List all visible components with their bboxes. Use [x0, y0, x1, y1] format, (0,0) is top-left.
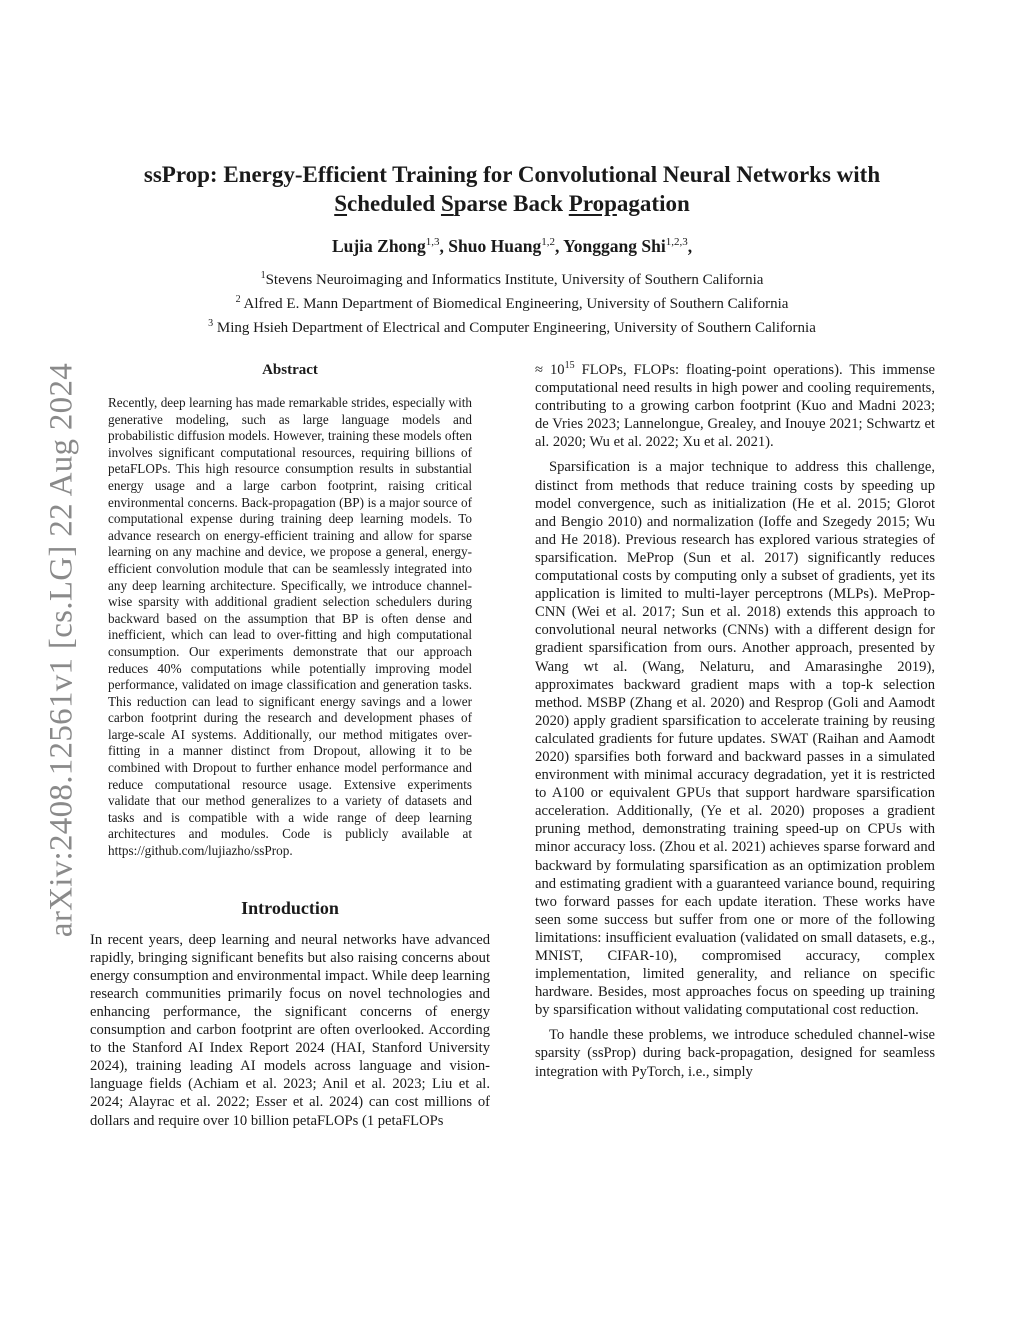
title-part-agation: agation [616, 191, 690, 216]
title-part-parse-back: parse Back [453, 191, 569, 216]
title-line-1: ssProp: Energy-Efficient Training for Convolutional Neural Networks with [143, 162, 881, 187]
author-affil-marker: 1,3 [425, 236, 440, 249]
sparsification-paragraph: Sparsification is a major technique to address this challenge, distinct from methods that reduce training costs by speeding up model convergence, such as initialization (He et al. 2015; Glorot and Bengio 2010) and normalization (Ioffe and Szegedy 2015; Wu and He 2018). Previous research has explored various strategies of sparsification. MeProp (Sun et al. 2017) significantly reduces computational costs by computing only a subset of gradients, yet its application is limited to multi-layer perceptrons (MLPs). MeProp-CNN (Wei et al. 2017; Sun et al. 2018) extends this approach to convolutional neural networks (CNNs) with a different design for gradient sparsification from ours. Another approach, presented by Wang wt al. (Wang, Nelaturu, and Amarasinghe 2019), approximates backward gradient maps with a top-k selection method. MSBP (Zhang et al. 2020) and Resprop (Goli and Aamodt 2020) apply gradient sparsification to accelerate training by reusing calculated gradients for future updates. SWAT (Raihan and Aamodt 2020) sparsifies both forward and backward passes in a simulated environment with minimal accuracy degradation, yet it is restricted to A100 or equivalent GPUs that support hardware sparsification acceleration. Additionally, (Ye et al. 2020) proposes a gradient pruning method, demonstrating training speed-up on CPUs with minor accuracy loss. (Zhou et al. 2021) achieves sparse forward and backward by formulating sparsification as an optimization problem and estimating gradient with a guaranteed variance bound, requiring two forward passes for each update iteration. These works have seen some success but suffer from one or more of the following limitations: insufficient evaluation (validated on small datasets, e.g., MNIST, CIFAR-10), compromised accuracy, complex implementation, limited generality, and reliance on specific hardware. Besides, most approaches focus on speeding up training by sparsification without validating computational cost reduction. [535, 459, 935, 1019]
abstract-body: Recently, deep learning has made remarkable strides, especially with generative modeling, such as large language models and probabilistic diffusion models. However, training these models often involves significant computational resources, requiring billions of petaFLOPs. This high resource consumption results in substantial energy usage and a large carbon footprint, raising critical environmental concerns. Back-propagation (BP) is a major source of computational expense during training deep learning models. To advance research on energy-efficient training and allow for sparse learning on any machine and device, we propose a general, energy-efficient convolution module that can be seamlessly integrated into any deep learning architecture. Specifically, we introduce channel-wise sparsity with additional gradient selection schedulers during backward based on the assumption that BP is often dense and inefficient, which can lead to over-fitting and high computational consumption. Our experiments demonstrate that our approach reduces 40% computations while potentially improving model performance, validated on image classification and generation tasks. This reduction can lead to significant energy savings and a lower carbon footprint during the research and development phases of large-scale AI systems. Additionally, our method mitigates over-fitting in a manner distinct from Dropout, allowing it to be combined with Dropout to further enhance model performance and reduce computational resource usage. Extensive experiments validate that our method generalizes to a variety of datasets and tasks and is compatible with a wide range of deep learning architectures and modules. Code is publicly available at https://github.com/lujiazho/ssProp. [108, 395, 472, 859]
affiliation-list [90, 266, 934, 338]
left-column [90, 362, 490, 1130]
right-column [535, 361, 935, 1081]
title-underlined-s1: S [334, 191, 348, 216]
continued-paragraph: ≈ $10^{15}$ FLOPs, FLOPs: floating-point operations). This immense computational need results in high power and cooling requirements, contributing to a growing carbon footprint (Kuo and Madni 2023; de Vries 2023; Lannelongue, Grealey, and Inouye 2021; Schwartz et al. 2020; Wu et al. 2022; Xu et al. 2021). [535, 360, 935, 451]
ssprop-paragraph: To handle these problems, we introduce scheduled channel-wise sparsity (ssProp) during back-propagation, designed for seamless integration with PyTorch, i.e., simply [535, 1027, 935, 1080]
arxiv-identifier[interactable]: arXiv:2408.12561v1 [cs.LG] 22 Aug 2024 [43, 362, 80, 938]
title-part-cheduled: cheduled [347, 191, 441, 216]
author-affil-marker: 1,2,3 [665, 236, 688, 249]
author-name: Shuo Huang [448, 236, 542, 256]
title-underlined-s2: S [440, 191, 454, 216]
title-underlined-prop: Prop [568, 191, 617, 216]
abstract-heading: Abstract [262, 362, 318, 378]
introduction-paragraph: In recent years, deep learning and neural networks have advanced rapidly, bringing significant benefits but also raising concerns about energy consumption and environmental impact. While deep learning research communities primarily focus on novel technologies and enhancing performance, the significant concerns of energy consumption and carbon footprint are often overlooked. According to the Stanford AI Index Report 2024 (HAI, Stanford University 2024), training leading AI models across language and vision-language fields (Achiam et al. 2023; Anil et al. 2023; Liu et al. 2024; Alayrac et al. 2022; Esser et al. 2024) can cost millions of dollars and require over 10 billion petaFLOPs (1 petaFLOPs [90, 931, 490, 1129]
author-list: Lujia Zhong$^{1,3}$, Shuo Huang$^{1,2}$, Yonggang Shi$^{1,2,3}$, [331, 236, 693, 256]
author-name: Lujia Zhong [331, 236, 426, 256]
author-affil-marker: 1,2 [541, 236, 555, 249]
affiliation-item: $^3$ Ming Hsieh Department of Electrical and Computer Engineering, University of Southern California [208, 318, 816, 336]
title-line-2 [90, 189, 934, 218]
author-name: Yonggang Shi [563, 236, 666, 256]
affiliation-item: $^2$ Alfred E. Mann Department of Biomedical Engineering, University of Southern California [235, 294, 789, 312]
affiliation-item: $^1$Stevens Neuroimaging and Informatics Institute, University of Southern California [260, 270, 764, 288]
paper-title [90, 160, 934, 218]
introduction-heading: Introduction [241, 897, 339, 918]
